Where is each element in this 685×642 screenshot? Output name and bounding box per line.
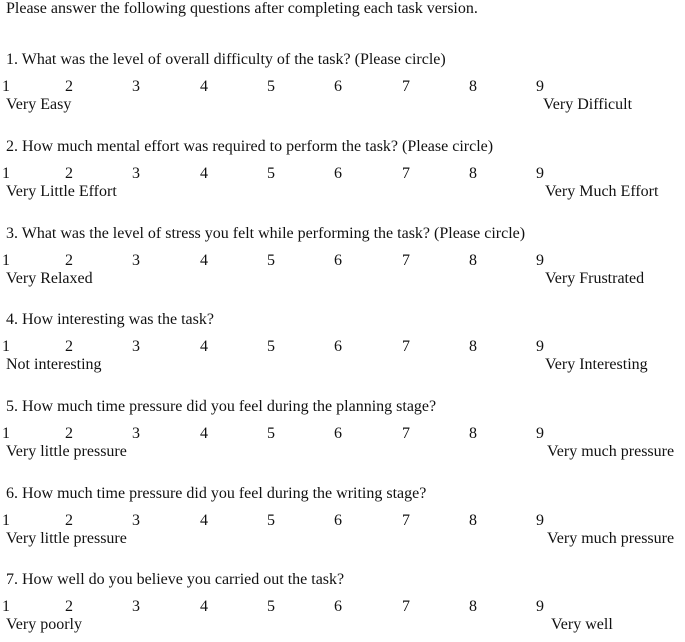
rating-scale <box>0 165 685 183</box>
scale-option-3[interactable]: 3 <box>132 78 140 95</box>
question-text: 3. What was the level of stress you felt while performing the task? (Please circle) <box>6 225 526 242</box>
scale-option-5[interactable]: 5 <box>267 78 275 95</box>
scale-option-2[interactable]: 2 <box>65 425 73 442</box>
scale-option-8[interactable]: 8 <box>469 598 477 615</box>
rating-scale <box>0 598 685 616</box>
scale-anchor-low: Not interesting <box>6 356 102 373</box>
scale-anchor-high: Very Frustrated <box>545 270 645 287</box>
instructions-text: Please answer the following questions after completing each task version. <box>6 0 478 17</box>
scale-option-9[interactable]: 9 <box>536 78 544 95</box>
scale-option-7[interactable]: 7 <box>402 78 410 95</box>
scale-option-9[interactable]: 9 <box>536 252 544 269</box>
scale-option-7[interactable]: 7 <box>402 425 410 442</box>
scale-option-6[interactable]: 6 <box>334 78 342 95</box>
scale-option-3[interactable]: 3 <box>132 338 140 355</box>
scale-option-9[interactable]: 9 <box>536 425 544 442</box>
question-4 <box>0 311 685 381</box>
scale-option-8[interactable]: 8 <box>469 78 477 95</box>
question-text: 5. How much time pressure did you feel during the planning stage? <box>6 398 437 415</box>
scale-option-8[interactable]: 8 <box>469 338 477 355</box>
scale-anchor-high: Very Difficult <box>543 96 633 113</box>
scale-option-4[interactable]: 4 <box>200 165 208 182</box>
scale-option-4[interactable]: 4 <box>200 78 208 95</box>
scale-option-5[interactable]: 5 <box>267 425 275 442</box>
question-5 <box>0 398 685 468</box>
scale-option-9[interactable]: 9 <box>536 338 544 355</box>
scale-option-7[interactable]: 7 <box>402 512 410 529</box>
scale-option-9[interactable]: 9 <box>536 165 544 182</box>
scale-option-8[interactable]: 8 <box>469 425 477 442</box>
scale-option-7[interactable]: 7 <box>402 338 410 355</box>
scale-option-7[interactable]: 7 <box>402 165 410 182</box>
scale-option-1[interactable]: 1 <box>2 338 10 355</box>
scale-option-5[interactable]: 5 <box>267 338 275 355</box>
scale-option-4[interactable]: 4 <box>200 512 208 529</box>
scale-option-4[interactable]: 4 <box>200 252 208 269</box>
scale-option-1[interactable]: 1 <box>2 252 10 269</box>
scale-option-8[interactable]: 8 <box>469 252 477 269</box>
rating-scale <box>0 338 685 356</box>
scale-anchor-high: Very much pressure <box>547 443 675 460</box>
rating-scale <box>0 425 685 443</box>
scale-option-5[interactable]: 5 <box>267 512 275 529</box>
question-text: 4. How interesting was the task? <box>6 311 214 328</box>
scale-option-2[interactable]: 2 <box>65 338 73 355</box>
scale-option-4[interactable]: 4 <box>200 598 208 615</box>
scale-option-3[interactable]: 3 <box>132 252 140 269</box>
scale-option-5[interactable]: 5 <box>267 598 275 615</box>
scale-option-1[interactable]: 1 <box>2 598 10 615</box>
scale-anchor-high: Very much pressure <box>547 530 675 547</box>
scale-anchor-high: Very Interesting <box>545 356 648 373</box>
scale-option-1[interactable]: 1 <box>2 512 10 529</box>
scale-option-6[interactable]: 6 <box>334 425 342 442</box>
scale-anchor-low: Very little pressure <box>6 443 127 460</box>
scale-option-2[interactable]: 2 <box>65 252 73 269</box>
question-2 <box>0 138 685 208</box>
scale-anchor-low: Very poorly <box>6 616 82 633</box>
scale-option-1[interactable]: 1 <box>2 78 10 95</box>
scale-option-4[interactable]: 4 <box>200 425 208 442</box>
rating-scale <box>0 78 685 96</box>
scale-option-5[interactable]: 5 <box>267 252 275 269</box>
scale-anchor-low: Very Little Effort <box>6 183 117 200</box>
scale-option-6[interactable]: 6 <box>334 598 342 615</box>
question-text: 2. How much mental effort was required to perform the task? (Please circle) <box>6 138 494 155</box>
scale-option-3[interactable]: 3 <box>132 598 140 615</box>
scale-option-8[interactable]: 8 <box>469 512 477 529</box>
scale-option-8[interactable]: 8 <box>469 165 477 182</box>
scale-option-6[interactable]: 6 <box>334 252 342 269</box>
scale-option-4[interactable]: 4 <box>200 338 208 355</box>
question-7 <box>0 571 685 641</box>
scale-option-1[interactable]: 1 <box>2 165 10 182</box>
scale-option-3[interactable]: 3 <box>132 165 140 182</box>
rating-scale <box>0 512 685 530</box>
scale-option-6[interactable]: 6 <box>334 512 342 529</box>
scale-anchor-high: Very well <box>551 616 613 633</box>
scale-option-2[interactable]: 2 <box>65 78 73 95</box>
scale-option-3[interactable]: 3 <box>132 512 140 529</box>
scale-anchor-low: Very Relaxed <box>6 270 93 287</box>
scale-option-5[interactable]: 5 <box>267 165 275 182</box>
scale-anchor-high: Very Much Effort <box>545 183 659 200</box>
scale-anchor-low: Very little pressure <box>6 530 127 547</box>
question-text: 7. How well do you believe you carried out the task? <box>6 571 345 588</box>
scale-option-2[interactable]: 2 <box>65 165 73 182</box>
scale-option-7[interactable]: 7 <box>402 598 410 615</box>
scale-anchor-low: Very Easy <box>6 96 72 113</box>
scale-option-9[interactable]: 9 <box>536 598 544 615</box>
scale-option-3[interactable]: 3 <box>132 425 140 442</box>
scale-option-9[interactable]: 9 <box>536 512 544 529</box>
scale-option-2[interactable]: 2 <box>65 598 73 615</box>
question-3 <box>0 225 685 295</box>
question-6 <box>0 485 685 555</box>
rating-scale <box>0 252 685 270</box>
scale-option-7[interactable]: 7 <box>402 252 410 269</box>
scale-option-1[interactable]: 1 <box>2 425 10 442</box>
question-text: 6. How much time pressure did you feel during the writing stage? <box>6 485 427 502</box>
question-text: 1. What was the level of overall difficulty of the task? (Please circle) <box>6 51 446 68</box>
scale-option-2[interactable]: 2 <box>65 512 73 529</box>
scale-option-6[interactable]: 6 <box>334 338 342 355</box>
scale-option-6[interactable]: 6 <box>334 165 342 182</box>
question-1 <box>0 51 685 121</box>
